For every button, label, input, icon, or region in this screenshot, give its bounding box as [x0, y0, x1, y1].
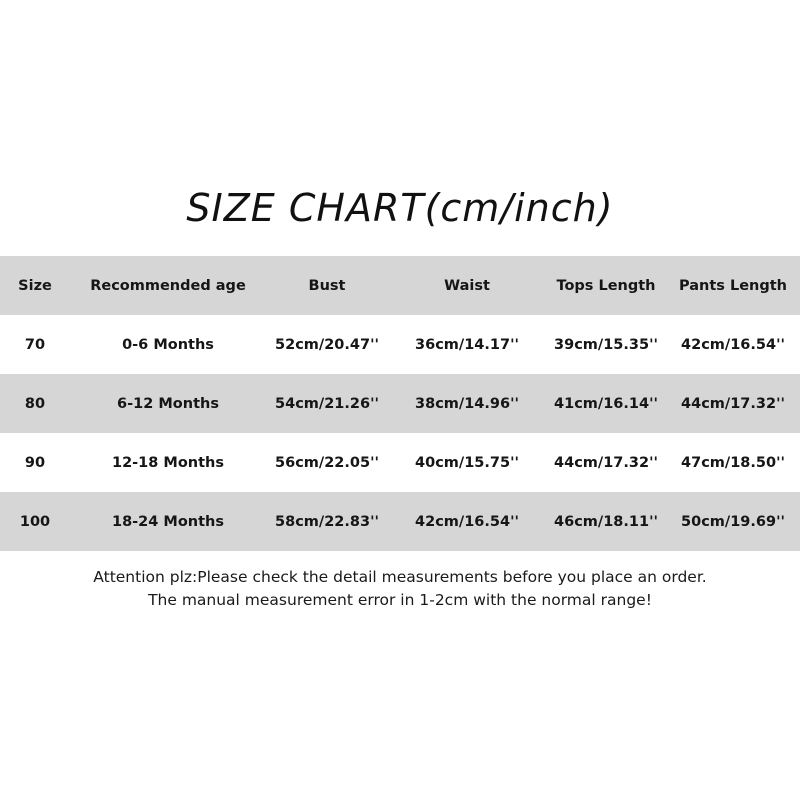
cell-pants-length: 50cm/19.69'': [681, 513, 785, 530]
cell-size: 90: [24, 454, 46, 471]
header-waist: Waist: [444, 277, 490, 294]
cell-pants-length: 47cm/18.50'': [681, 454, 785, 471]
header-pants-length: Pants Length: [679, 277, 787, 294]
cell-size: 70: [24, 336, 46, 353]
cell-bust: 56cm/22.05'': [275, 454, 379, 471]
size-chart-title: SIZE CHART(cm/inch): [186, 186, 614, 230]
cell-tops-length: 41cm/16.14'': [554, 395, 658, 412]
cell-tops-length: 46cm/18.11'': [554, 513, 658, 530]
cell-recommended-age: 0-6 Months: [122, 336, 214, 353]
cell-bust: 54cm/21.26'': [275, 395, 379, 412]
table-header-row: [0, 256, 800, 315]
cell-pants-length: 42cm/16.54'': [681, 336, 785, 353]
cell-tops-length: 44cm/17.32'': [554, 454, 658, 471]
cell-pants-length: 44cm/17.32'': [681, 395, 785, 412]
attention-note-line-2: The manual measurement error in 1-2cm with the normal range!: [148, 591, 652, 609]
cell-waist: 40cm/15.75'': [415, 454, 519, 471]
header-tops-length: Tops Length: [556, 277, 656, 294]
table-row: [0, 492, 800, 551]
attention-notes: [0, 566, 800, 612]
cell-bust: 58cm/22.83'': [275, 513, 379, 530]
cell-recommended-age: 18-24 Months: [111, 513, 225, 530]
cell-recommended-age: 6-12 Months: [117, 395, 219, 412]
table-row: [0, 374, 800, 433]
table-row: [0, 433, 800, 492]
cell-tops-length: 39cm/15.35'': [554, 336, 658, 353]
attention-note-line-1: Attention plz:Please check the detail measurements before you place an order.: [93, 568, 707, 586]
cell-recommended-age: 12-18 Months: [111, 454, 225, 471]
size-chart-table: [0, 256, 800, 551]
cell-size: 100: [19, 513, 51, 530]
cell-bust: 52cm/20.47'': [275, 336, 379, 353]
table-row: [0, 315, 800, 374]
cell-waist: 38cm/14.96'': [415, 395, 519, 412]
cell-waist: 42cm/16.54'': [415, 513, 519, 530]
header-bust: Bust: [308, 277, 346, 294]
header-size: Size: [18, 277, 52, 294]
cell-waist: 36cm/14.17'': [415, 336, 519, 353]
cell-size: 80: [24, 395, 46, 412]
header-recommended-age: Recommended age: [90, 277, 246, 294]
